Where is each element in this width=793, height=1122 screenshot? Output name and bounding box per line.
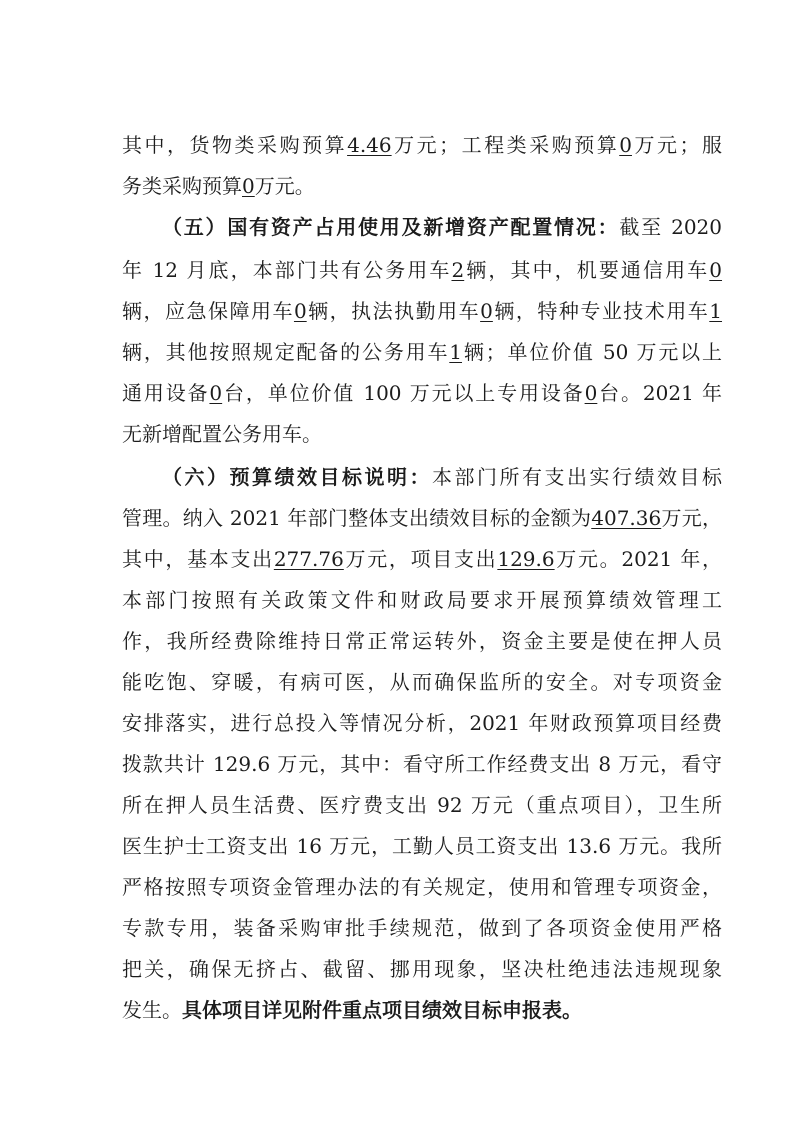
attachment-reference: 具体项目详见附件重点项目绩效目标申报表。 bbox=[182, 998, 582, 1022]
law-enforcement-vehicles: 0 bbox=[480, 299, 493, 323]
paragraph-line: 拨款共计 129.6 万元，其中：看守所工作经费支出 8 万元，看守 bbox=[122, 752, 722, 776]
paragraph-line: 其中，货物类采购预算4.46万元；工程类采购预算0万元；服 bbox=[122, 133, 723, 157]
basic-expenditure-amount: 277.76 bbox=[273, 547, 344, 571]
total-vehicles: 2 bbox=[451, 258, 465, 282]
paragraph-line: 本部门按照有关政策文件和财政局要求开展预算绩效管理工 bbox=[122, 588, 722, 612]
special-equipment-count: 0 bbox=[584, 381, 598, 405]
paragraph-line: 严格按照专项资金管理办法的有关规定，使用和管理专项资金， bbox=[122, 875, 722, 899]
paragraph-line: 其中，基本支出277.76万元，项目支出129.6万元。2021 年， bbox=[122, 547, 723, 571]
general-equipment-count: 0 bbox=[209, 381, 223, 405]
section-six-heading-line: （六）预算绩效目标说明：本部门所有支出实行绩效目标 bbox=[162, 465, 722, 489]
paragraph-line: 务类采购预算0万元。 bbox=[122, 174, 315, 198]
paragraph-line: 所在押人员生活费、医疗费支出 92 万元（重点项目），卫生所 bbox=[122, 793, 722, 817]
paragraph-line: 作，我所经费除维持日常正常运转外，资金主要是使在押人员 bbox=[122, 629, 722, 653]
paragraph-line: 无新增配置公务用车。 bbox=[122, 422, 322, 446]
services-amount: 0 bbox=[242, 174, 255, 198]
other-vehicles: 1 bbox=[449, 340, 463, 364]
confidential-vehicles: 0 bbox=[709, 258, 723, 282]
paragraph-line: 通用设备0台，单位价值 100 万元以上专用设备0台。2021 年 bbox=[122, 381, 723, 405]
paragraph-line: 医生护士工资支出 16 万元，工勤人员工资支出 13.6 万元。我所 bbox=[122, 834, 722, 858]
goods-amount: 4.46 bbox=[347, 133, 392, 157]
paragraph-line: 辆，应急保障用车0辆，执法执勤用车0辆，特种专业技术用车1 bbox=[122, 299, 723, 323]
performance-total-amount: 407.36 bbox=[591, 506, 662, 530]
paragraph-line: 能吃饱、穿暖，有病可医，从而确保监所的安全。对专项资金 bbox=[122, 670, 722, 694]
section-six-heading: （六）预算绩效目标说明： bbox=[162, 465, 432, 489]
paragraph-line: 把关，确保无挤占、截留、挪用现象，坚决杜绝违法违规现象 bbox=[122, 957, 722, 981]
section-five-heading-line: （五）国有资产占用使用及新增资产配置情况：截至 2020 bbox=[162, 215, 723, 239]
paragraph-line: 辆，其他按照规定配备的公务用车1辆；单位价值 50 万元以上 bbox=[122, 340, 722, 364]
engineering-amount: 0 bbox=[619, 133, 632, 157]
project-expenditure-amount: 129.6 bbox=[497, 547, 555, 571]
paragraph-line: 专款专用，装备采购审批手续规范，做到了各项资金使用严格 bbox=[122, 916, 722, 940]
paragraph-line: 安排落实，进行总投入等情况分析，2021 年财政预算项目经费 bbox=[122, 711, 722, 735]
emergency-vehicles: 0 bbox=[293, 299, 307, 323]
paragraph-line: 年 12 月底，本部门共有公务用车2辆，其中，机要通信用车0 bbox=[122, 258, 723, 282]
special-vehicles: 1 bbox=[709, 299, 723, 323]
paragraph-line: 管理。纳入 2021 年部门整体支出绩效目标的金额为407.36万元， bbox=[122, 506, 723, 530]
paragraph-line: 发生。具体项目详见附件重点项目绩效目标申报表。 bbox=[122, 998, 582, 1022]
section-five-heading: （五）国有资产占用使用及新增资产配置情况： bbox=[162, 215, 620, 239]
